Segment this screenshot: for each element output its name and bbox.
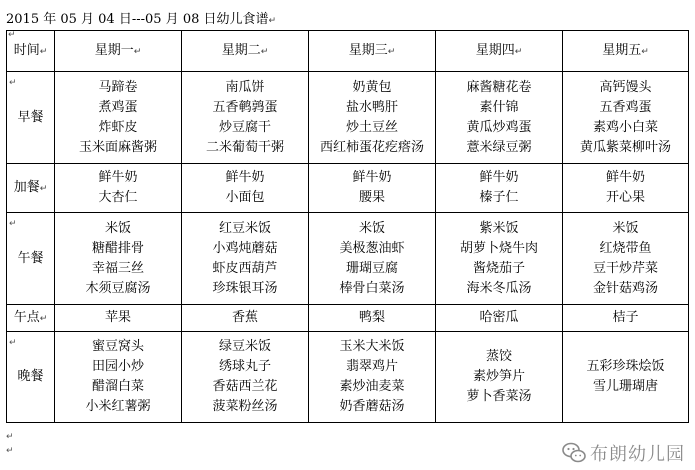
menu-cell: 米饭 美极葱油虾 珊瑚豆腐 棒骨白菜汤 [309, 213, 436, 305]
header-day-tue: 星期二↵ [182, 31, 309, 72]
meal-label-snack: 加餐↵ [7, 164, 55, 213]
meal-label-breakfast: ↵ 早餐 [7, 72, 55, 164]
menu-cell: 紫米饭 胡萝卜烧牛肉 酱烧茄子 海米冬瓜汤 [436, 213, 563, 305]
header-time: ↵ 时间↵ [7, 31, 55, 72]
header-row [7, 31, 689, 72]
menu-cell: 鲜牛奶 大杏仁 [55, 164, 182, 213]
meal-label-afternoon-snack: 午点↵ [7, 305, 55, 332]
menu-cell: 红豆米饭 小鸡炖蘑菇 虾皮西葫芦 珍珠银耳汤 [182, 213, 309, 305]
menu-cell: 桔子 [563, 305, 689, 332]
menu-cell: 哈密瓜 [436, 305, 563, 332]
header-day-fri: 星期五↵ [563, 31, 689, 72]
wechat-bubble-icon [562, 441, 586, 465]
meal-row-lunch [7, 213, 689, 305]
header-day-mon: 星期一↵ [55, 31, 182, 72]
header-day-thu: 星期四↵ [436, 31, 563, 72]
menu-cell: 鸭梨 [309, 305, 436, 332]
menu-cell: 米饭 糖醋排骨 幸福三丝 木须豆腐汤 [55, 213, 182, 305]
menu-cell: 苹果 [55, 305, 182, 332]
menu-cell: 香蕉 [182, 305, 309, 332]
menu-cell: 玉米大米饭 翡翠鸡片 素炒油麦菜 奶香蘑菇汤 [309, 332, 436, 423]
weekly-menu-table [6, 30, 689, 423]
menu-cell: 南瓜饼 五香鹌鹑蛋 炒豆腐干 二米葡萄干粥 [182, 72, 309, 164]
menu-cell: 鲜牛奶 开心果 [563, 164, 689, 213]
menu-cell: 绿豆米饭 绣球丸子 香菇西兰花 菠菜粉丝汤 [182, 332, 309, 423]
meal-label-lunch: ↵ 午餐 [7, 213, 55, 305]
meal-row-afternoon-snack [7, 305, 689, 332]
menu-cell: 马蹄卷 煮鸡蛋 炸虾皮 玉米面麻酱粥 [55, 72, 182, 164]
menu-cell: 鲜牛奶 腰果 [309, 164, 436, 213]
meal-row-breakfast [7, 72, 689, 164]
menu-cell: 鲜牛奶 小面包 [182, 164, 309, 213]
meal-label-dinner: ↵ 晚餐 [7, 332, 55, 423]
paragraph-mark: ↵ [6, 432, 14, 442]
menu-cell: 奶黄包 盐水鸭肝 炒土豆丝 西红柿蛋花疙瘩汤 [309, 72, 436, 164]
watermark [562, 440, 685, 466]
meal-row-snack [7, 164, 689, 213]
menu-cell: 麻酱糖花卷 素什锦 黄瓜炒鸡蛋 薏米绿豆粥 [436, 72, 563, 164]
menu-cell: 鲜牛奶 榛子仁 [436, 164, 563, 213]
header-day-wed: 星期三↵ [309, 31, 436, 72]
menu-cell: 高钙馒头 五香鸡蛋 素鸡小白菜 黄瓜紫菜柳叶汤 [563, 72, 689, 164]
menu-cell: 蜜豆窝头 田园小炒 醋溜白菜 小米红薯粥 [55, 332, 182, 423]
meal-row-dinner [7, 332, 689, 423]
paragraph-mark: ↵ [6, 446, 14, 456]
menu-cell: 五彩珍珠烩饭 雪儿珊瑚唐 [563, 332, 689, 423]
watermark-text: 布朗幼儿园 [590, 444, 685, 465]
menu-cell: 米饭 红烧带鱼 豆干炒芹菜 金针菇鸡汤 [563, 213, 689, 305]
menu-cell: 蒸饺 素炒笋片 萝卜香菜汤 [436, 332, 563, 423]
page-title: 2015 年 05 月 04 日---05 月 08 日幼儿食谱↵ [6, 12, 277, 27]
